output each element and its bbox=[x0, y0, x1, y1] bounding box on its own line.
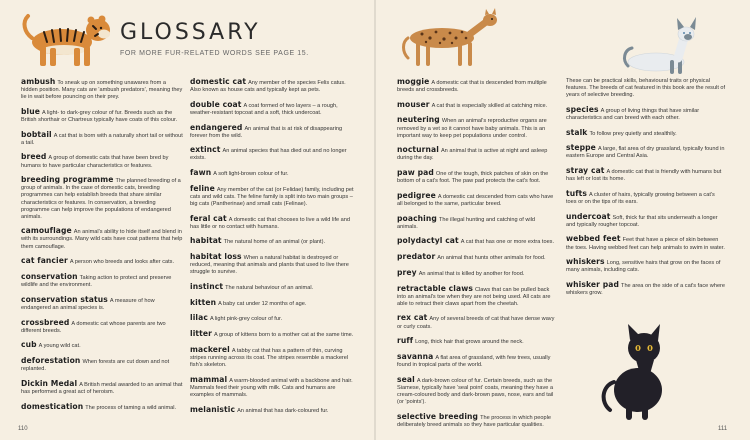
glossary-term: crossbreed bbox=[21, 317, 70, 327]
glossary-entry bbox=[566, 167, 726, 183]
glossary-definition: Taking action to protect and preserve wildlife and the environment. bbox=[21, 274, 172, 289]
glossary-entry bbox=[397, 353, 555, 369]
glossary-term: feral cat bbox=[190, 213, 227, 223]
glossary-term: neutering bbox=[397, 115, 440, 125]
glossary-entry bbox=[397, 146, 555, 162]
glossary-entry bbox=[21, 341, 184, 350]
glossary-definition: A group of kittens born to a mother cat at the same time. bbox=[213, 332, 354, 339]
page-number-left: 110 bbox=[18, 426, 28, 432]
glossary-term: double coat bbox=[190, 99, 242, 109]
glossary-definition: A domestic cat that chooses to live a wild life and has little or no contact with humans. bbox=[190, 216, 350, 230]
glossary-definition: A group of domestic cats that have been bred by humans to have particular characteristics or features. bbox=[21, 155, 169, 169]
glossary-definition: Any member of the cat (or Felidae) family, including pet cats and wild cats. The feline family is split into two main groups – big cats (Pantherinae) and small cats (Felinae). bbox=[190, 186, 354, 207]
glossary-entry bbox=[190, 346, 356, 369]
glossary-term: kitten bbox=[190, 297, 217, 307]
glossary-term: habitat loss bbox=[190, 252, 242, 262]
glossary-term: nocturnal bbox=[397, 145, 439, 155]
glossary-definition: When forests are cut down and not replanted. bbox=[21, 358, 170, 373]
glossary-definition: Long, sensitive hairs that grow on the faces of many animals, including cats. bbox=[566, 260, 721, 274]
glossary-term: instinct bbox=[190, 282, 224, 292]
glossary-definition: A young wild cat. bbox=[38, 343, 81, 350]
glossary-definition: Any member of the species Felis catus. Also known as house cats and typically kept as pets. bbox=[190, 80, 346, 94]
glossary-entry bbox=[21, 227, 184, 250]
glossary-term: extinct bbox=[190, 145, 221, 155]
tiger-icon bbox=[18, 8, 118, 74]
glossary-definition: To sneak up on something unawares from a hidden position. Many cats are 'ambush predators', meaning they lie in wait before pouncing on their prey. bbox=[21, 80, 183, 101]
glossary-entry bbox=[566, 258, 726, 274]
glossary-entry bbox=[190, 101, 356, 117]
glossary-entry bbox=[397, 269, 555, 278]
glossary-definition: A domestic cat that is descended from multiple breeds and crossbreeds. bbox=[397, 80, 547, 94]
glossary-entry bbox=[190, 299, 356, 308]
glossary-entry bbox=[397, 413, 555, 429]
glossary-entry bbox=[397, 215, 555, 231]
glossary-entry bbox=[566, 213, 726, 229]
glossary-term: bobtail bbox=[21, 129, 52, 139]
glossary-definition: A soft light-brown colour of fur. bbox=[213, 171, 289, 178]
glossary-definition: A domestic cat whose parents are two different breeds. bbox=[21, 320, 166, 334]
glossary-entry bbox=[21, 108, 184, 124]
glossary-definition: These can be practical skills, behavioural traits or physical features. The breeds of cat featured in this book are the result of years of selective breeding. bbox=[566, 78, 726, 99]
glossary-term: deforestation bbox=[21, 355, 81, 365]
glossary-definition: When a natural habitat is destroyed or reduced, meaning that animals and plants that used to live there struggle to survive. bbox=[190, 255, 349, 276]
glossary-term: rex cat bbox=[397, 313, 428, 323]
glossary-entry bbox=[21, 403, 184, 412]
glossary-definition: An animal's ability to hide itself and blend in with its surroundings. Many wild cats have coat patterns that help them camouflage. bbox=[21, 229, 183, 250]
glossary-term: feline bbox=[190, 183, 215, 193]
page-subtitle: FOR MORE FUR-RELATED WORDS SEE PAGE 15. bbox=[120, 50, 309, 57]
glossary-term: endangered bbox=[190, 122, 243, 132]
glossary-entry bbox=[566, 281, 726, 297]
glossary-definition: A group of living things that have similar characteristics and can breed with each other. bbox=[566, 107, 700, 121]
glossary-definition: Feet that have a piece of skin between the toes. Having webbed feet can help animals to swim in water. bbox=[566, 237, 725, 251]
glossary-definition: The illegal hunting and catching of wild animals. bbox=[397, 216, 536, 230]
book-gutter bbox=[374, 0, 376, 440]
glossary-column-1 bbox=[21, 78, 184, 418]
glossary-definition: The process of taming a wild animal. bbox=[85, 404, 177, 411]
glossary-entry bbox=[397, 253, 555, 262]
glossary-term: breeding programme bbox=[21, 175, 114, 185]
glossary-entry bbox=[566, 144, 726, 160]
glossary-definition: A domestic cat that is friendly with humans but has left or lost its home. bbox=[566, 169, 722, 183]
glossary-entry bbox=[190, 169, 356, 178]
glossary-definition: One of the tough, thick patches of skin on the bottom of a cat's foot. The paw pad protects the cat's foot. bbox=[397, 171, 549, 185]
glossary-definition: A cluster of hairs, typically growing between a cat's toes or on the tips of its ears. bbox=[566, 191, 715, 205]
glossary-entry bbox=[190, 78, 356, 94]
glossary-term: conservation status bbox=[21, 294, 108, 304]
glossary-term: predator bbox=[397, 252, 436, 262]
glossary-term: moggie bbox=[397, 77, 430, 86]
glossary-column-2 bbox=[190, 78, 356, 421]
glossary-entry bbox=[566, 78, 726, 99]
glossary-entry bbox=[21, 257, 184, 266]
glossary-entry bbox=[397, 337, 555, 346]
glossary-entry bbox=[21, 131, 184, 147]
glossary-definition: A cat that is born with a naturally short tail or without a tail. bbox=[21, 132, 183, 146]
glossary-definition: A British medal awarded to an animal that has performed a great act of heroism. bbox=[21, 381, 183, 395]
glossary-entry bbox=[190, 376, 356, 399]
glossary-entry bbox=[21, 153, 184, 169]
glossary-term: camouflage bbox=[21, 226, 72, 236]
glossary-term: tufts bbox=[566, 188, 587, 198]
glossary-definition: Any of several breeds of cat that have dense wavy or curly coats. bbox=[397, 316, 555, 330]
glossary-term: savanna bbox=[397, 351, 434, 361]
glossary-definition: A tabby cat that has a pattern of thin, curving stripes running across its coat. The stripes resemble a mackerel fish's skeleton. bbox=[190, 347, 349, 368]
glossary-entry bbox=[190, 253, 356, 276]
glossary-entry bbox=[566, 106, 726, 122]
glossary-entry bbox=[190, 124, 356, 140]
glossary-entry bbox=[21, 357, 184, 373]
glossary-term: whisker pad bbox=[566, 280, 620, 290]
glossary-definition: The area on the side of a cat's face where whiskers grow. bbox=[566, 283, 726, 297]
glossary-entry bbox=[21, 176, 184, 221]
glossary-entry bbox=[190, 237, 356, 246]
siamese-cat-icon bbox=[620, 14, 710, 80]
glossary-term: paw pad bbox=[397, 168, 434, 178]
glossary-entry bbox=[566, 129, 726, 138]
glossary-definition: A dark-brown colour of fur. Certain breeds, such as the Siamese, typically have 'seal point' coats, meaning they have a cream-coloured body and dark-brown paws, nose, ears and tail (or 'points'). bbox=[397, 377, 554, 405]
glossary-definition: A light- to dark-grey colour of fur. Breeds such as the British shorthair or Chartreux typically have coats of this colour. bbox=[21, 109, 178, 123]
glossary-definition: A baby cat under 12 months of age. bbox=[218, 300, 307, 307]
glossary-term: prey bbox=[397, 267, 417, 277]
glossary-term: stray cat bbox=[566, 166, 605, 176]
glossary-term: poaching bbox=[397, 213, 437, 223]
glossary-term: blue bbox=[21, 106, 40, 116]
glossary-definition: An animal species that has died out and no longer exists. bbox=[190, 148, 347, 162]
glossary-entry bbox=[397, 116, 555, 139]
glossary-term: species bbox=[566, 104, 599, 114]
glossary-entry bbox=[397, 78, 555, 94]
glossary-term: cub bbox=[21, 340, 37, 350]
page-title: GLOSSARY bbox=[120, 20, 261, 45]
glossary-term: webbed feet bbox=[566, 234, 621, 244]
glossary-definition: An animal that hunts other animals for food. bbox=[437, 255, 546, 262]
glossary-term: steppe bbox=[566, 143, 596, 153]
glossary-entry bbox=[190, 185, 356, 208]
glossary-term: polydactyl cat bbox=[397, 236, 459, 246]
glossary-term: pedigree bbox=[397, 190, 436, 200]
glossary-definition: A cat that is especially skilled at catching mice. bbox=[431, 102, 548, 109]
glossary-definition: Claws that can be pulled back into an animal's toe when they are not being used. All cats are able to retract their claws apart from the cheetah. bbox=[397, 286, 551, 307]
glossary-entry bbox=[397, 285, 555, 308]
glossary-definition: To follow prey quietly and stealthily. bbox=[589, 130, 677, 137]
glossary-entry bbox=[190, 146, 356, 162]
glossary-entry bbox=[397, 314, 555, 330]
glossary-term: seal bbox=[397, 374, 415, 384]
glossary-entry bbox=[21, 273, 184, 289]
glossary-entry bbox=[566, 235, 726, 251]
glossary-definition: The natural behaviour of an animal. bbox=[225, 285, 314, 292]
glossary-term: mackerel bbox=[190, 344, 230, 354]
glossary-definition: Long, thick hair that grows around the neck. bbox=[415, 339, 524, 346]
glossary-definition: The planned breeding of a group of animals. In the case of domestic cats, breeding programmes can help establish breeds that share similar characteristics or features. In conservation, a breeding programme can help improve the populations of endangered animals. bbox=[21, 178, 181, 220]
glossary-term: lilac bbox=[190, 313, 208, 323]
glossary-entry bbox=[397, 376, 555, 406]
glossary-term: conservation bbox=[21, 271, 78, 281]
glossary-entry bbox=[21, 319, 184, 335]
glossary-entry bbox=[190, 314, 356, 323]
glossary-term: undercoat bbox=[566, 211, 611, 221]
glossary-entry bbox=[397, 169, 555, 185]
glossary-definition: A measure of how endangered an animal species is. bbox=[21, 297, 155, 311]
spotted-cat-icon bbox=[398, 8, 510, 70]
glossary-entry bbox=[397, 192, 555, 208]
glossary-definition: A large, flat area of dry grassland, typically found in eastern Europe and Central Asia. bbox=[566, 146, 725, 160]
glossary-term: domestic cat bbox=[190, 77, 247, 86]
glossary-term: domestication bbox=[21, 401, 84, 411]
glossary-definition: When an animal's reproductive organs are removed by a vet so it cannot have baby animals. This is an important way to keep pet populations under control. bbox=[397, 118, 547, 139]
glossary-definition: A coat formed of two layers – a rough, weather-resistant topcoat and a soft, thick undercoat. bbox=[190, 102, 338, 116]
glossary-term: ruff bbox=[397, 336, 414, 346]
glossary-term: melanistic bbox=[190, 404, 236, 414]
glossary-entry bbox=[21, 296, 184, 312]
glossary-term: mouser bbox=[397, 99, 430, 109]
glossary-definition: An animal that is active at night and asleep during the day. bbox=[397, 148, 548, 162]
glossary-term: litter bbox=[190, 329, 212, 339]
glossary-entry bbox=[190, 215, 356, 231]
glossary-entry bbox=[566, 190, 726, 206]
glossary-definition: An animal that is killed by another for food. bbox=[418, 270, 525, 277]
glossary-entry bbox=[190, 330, 356, 339]
glossary-term: cat fancier bbox=[21, 256, 68, 266]
glossary-definition: A flat area of grassland, with few trees, usually found in tropical parts of the world. bbox=[397, 354, 551, 368]
glossary-definition: Soft, thick fur that sits underneath a longer and typically rougher topcoat. bbox=[566, 214, 718, 228]
glossary-entry bbox=[397, 101, 555, 110]
glossary-definition: A person who breeds and looks after cats. bbox=[69, 259, 175, 266]
glossary-term: selective breeding bbox=[397, 411, 479, 421]
glossary-term: mammal bbox=[190, 374, 228, 384]
glossary-definition: A warm-blooded animal with a backbone and hair. Mammals feed their young with milk. Cats and humans are examples of mammals. bbox=[190, 377, 353, 398]
glossary-term: Dickin Medal bbox=[21, 378, 78, 388]
glossary-entry bbox=[190, 406, 356, 415]
glossary-entry bbox=[21, 380, 184, 396]
glossary-definition: An animal that is at risk of disappearing forever from the wild. bbox=[190, 125, 343, 139]
glossary-definition: An animal that has dark-coloured fur. bbox=[237, 407, 329, 414]
glossary-term: whiskers bbox=[566, 257, 605, 267]
glossary-column-4 bbox=[566, 78, 726, 304]
page-number-right: 111 bbox=[718, 426, 728, 432]
glossary-definition: The natural home of an animal (or plant). bbox=[223, 239, 326, 246]
glossary-definition: A domestic cat descended from cats who have all belonged to the same, particular breed. bbox=[397, 193, 554, 207]
glossary-entry bbox=[397, 237, 555, 246]
glossary-definition: A light pink-grey colour of fur. bbox=[209, 316, 283, 323]
glossary-definition: A cat that has one or more extra toes. bbox=[460, 239, 555, 246]
glossary-term: fawn bbox=[190, 168, 212, 178]
glossary-entry bbox=[21, 78, 184, 101]
glossary-definition: The process in which people deliberately breed animals so they have particular qualities. bbox=[397, 414, 551, 428]
glossary-term: ambush bbox=[21, 77, 56, 86]
glossary-column-3 bbox=[397, 78, 555, 435]
glossary-term: habitat bbox=[190, 236, 222, 246]
glossary-term: retractable claws bbox=[397, 283, 473, 293]
glossary-term: stalk bbox=[566, 127, 588, 137]
black-cat-icon bbox=[600, 322, 680, 422]
glossary-term: breed bbox=[21, 152, 47, 162]
glossary-entry bbox=[190, 283, 356, 292]
